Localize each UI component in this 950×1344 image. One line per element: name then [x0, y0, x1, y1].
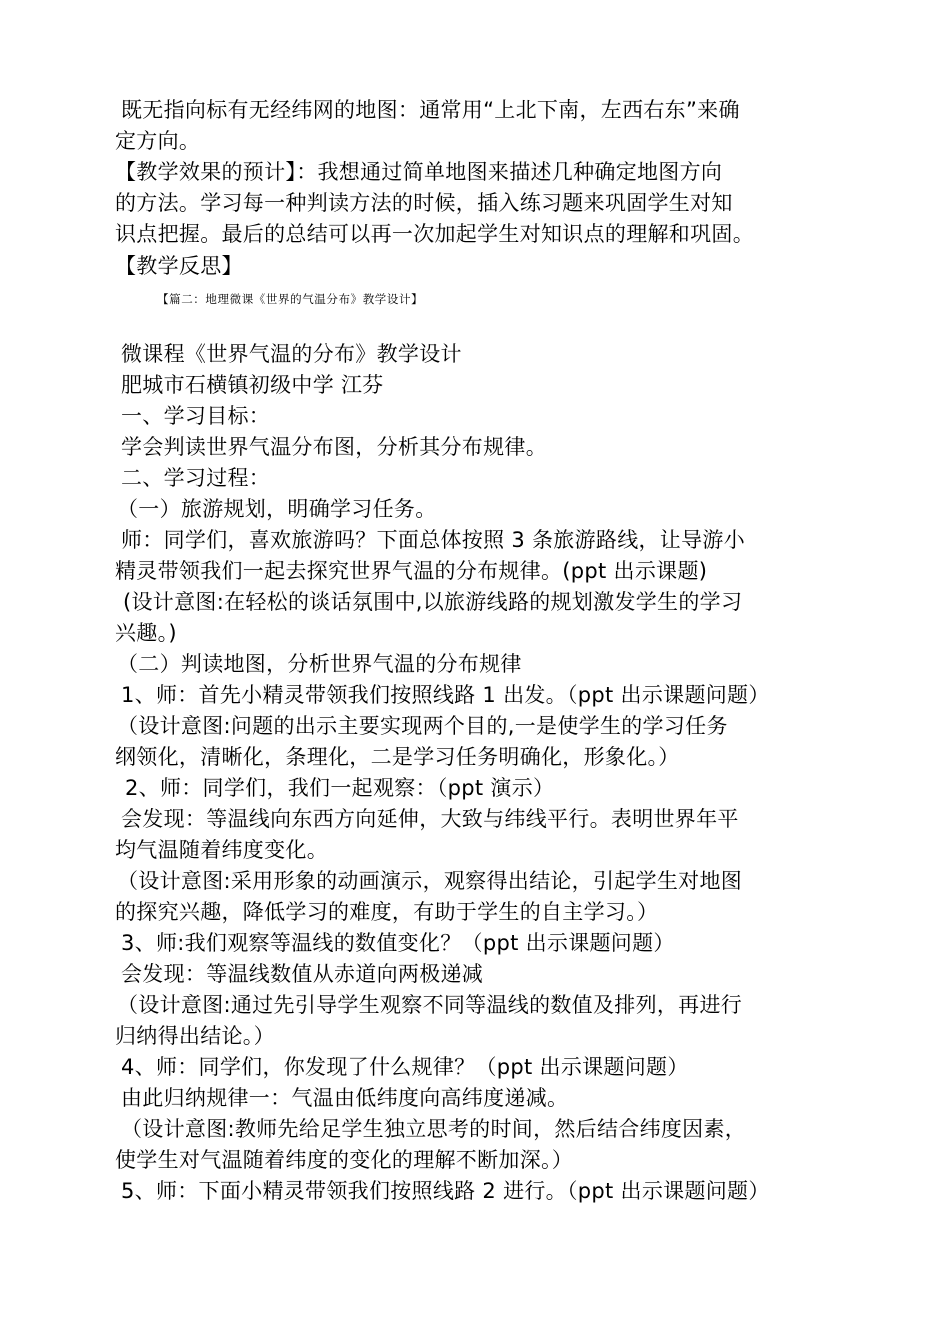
paragraph-line: 5、师：下面小精灵带领我们按照线路 2 进行。（ppt 出示课题问题） [121, 1179, 770, 1203]
paragraph-line: 的方法。学习每一种判读方法的时候，插入练习题来巩固学生对知 [115, 191, 733, 215]
paragraph-line: （设计意图:教师先给足学生独立思考的时间，然后结合纬度因素， [121, 1117, 747, 1141]
paragraph-line: 4、师：同学们，你发现了什么规律？（ppt 出示课题问题） [121, 1055, 689, 1079]
paragraph-line: （设计意图:通过先引导学生观察不同等温线的数值及排列，再进行 [117, 993, 743, 1017]
paragraph-line: 学会判读世界气温分布图，分析其分布规律。 [121, 435, 547, 459]
author-line: 肥城市石横镇初级中学 江芬 [121, 373, 384, 397]
paragraph-line: 会发现：等温线数值从赤道向两极递减 [121, 962, 484, 986]
effect-heading-line: 【教学效果的预计】：我想通过简单地图来描述几种确定地图方向 [115, 160, 723, 184]
paragraph-line: 的探究兴趣，降低学习的难度，有助于学生的自主学习。） [115, 900, 659, 924]
outline-heading: 一、学习目标： [121, 404, 271, 428]
subheading: （二）判读地图，分析世界气温的分布规律 [117, 652, 522, 676]
paragraph-line: (设计意图:在轻松的谈话氛围中,以旅游线路的规划激发学生的学习 [123, 590, 743, 614]
paragraph-line: 既无指向标有无经纬网的地图：通常用“上北下南，左西右东”来确 [121, 98, 740, 122]
paragraph-line: 师：同学们，喜欢旅游吗？下面总体按照 3 条旅游路线，让导游小 [121, 528, 746, 552]
paragraph-line: 均气温随着纬度变化。 [115, 838, 328, 862]
paragraph-line: 1、师：首先小精灵带领我们按照线路 1 出发。（ppt 出示课题问题） [121, 683, 770, 707]
paragraph-line: （设计意图:采用形象的动画演示，观察得出结论，引起学生对地图 [117, 869, 743, 893]
paragraph-line: 精灵带领我们一起去探究世界气温的分布规律。(ppt 出示课题) [115, 559, 708, 583]
section-heading: 【篇二：地理微课《世界的气温分布》教学设计】 [157, 292, 424, 306]
paragraph-line: 由此归纳规律一：气温由低纬度向高纬度递减。 [121, 1086, 569, 1110]
paragraph-line: 会发现：等温线向东西方向延伸，大致与纬线平行。表明世界年平 [121, 807, 739, 831]
paragraph-line: 使学生对气温随着纬度的变化的理解不断加深。） [115, 1148, 574, 1172]
paragraph-line: （设计意图:问题的出示主要实现两个目的,一是使学生的学习任务 [117, 714, 728, 738]
paragraph-line: 2、师：同学们，我们一起观察：（ppt 演示） [125, 776, 555, 800]
reflection-heading: 【教学反思】 [115, 254, 243, 278]
paragraph-line: 纲领化，清晰化，条理化，二是学习任务明确化，形象化。） [115, 745, 680, 769]
paragraph-line: 兴趣。) [115, 621, 177, 645]
paragraph-line: 定方向。 [115, 129, 201, 153]
paragraph-line: 归纳得出结论。） [115, 1024, 275, 1048]
paragraph-line: 识点把握。最后的总结可以再一次加起学生对知识点的理解和巩固。 [115, 222, 754, 246]
outline-heading: 二、学习过程： [121, 466, 271, 490]
subheading: （一）旅游规划，明确学习任务。 [117, 497, 437, 521]
doc-title: 微课程《世界气温的分布》教学设计 [121, 342, 462, 366]
paragraph-line: 3、师:我们观察等温线的数值变化？（ppt 出示课题问题） [121, 931, 675, 955]
